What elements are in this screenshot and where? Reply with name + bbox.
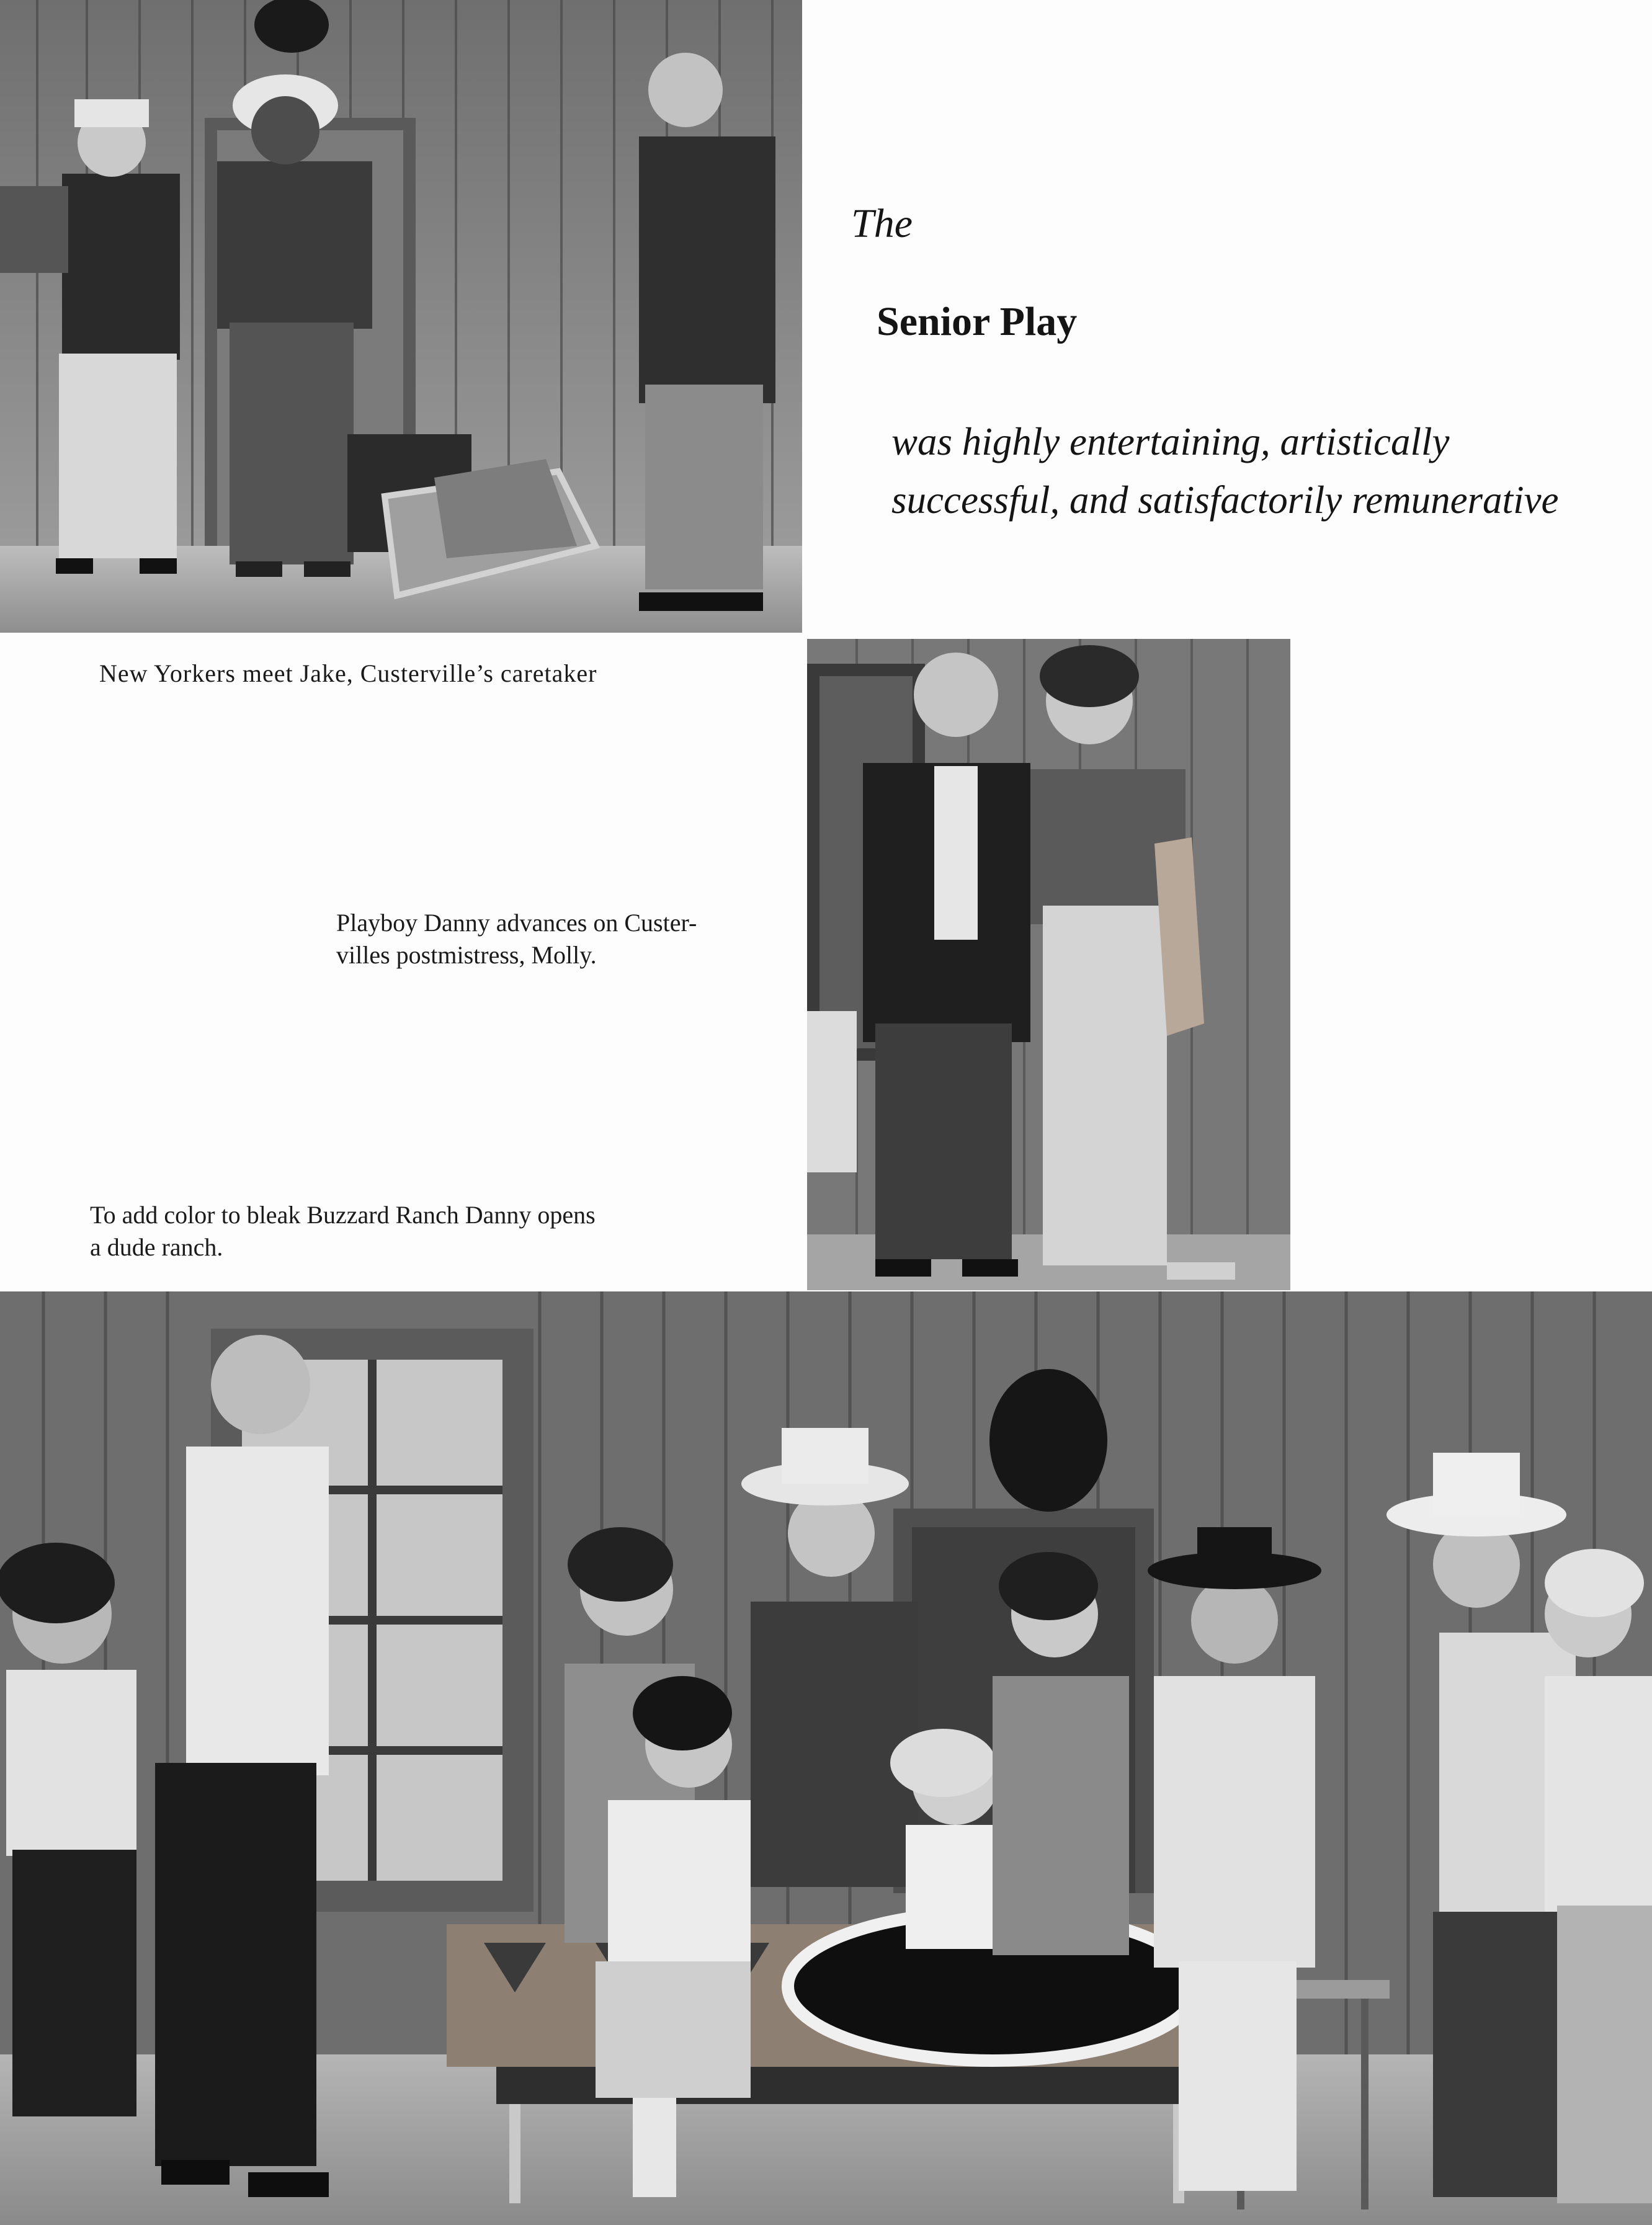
headline-the: The [851,201,913,246]
stage-scene-illustration [0,1291,1652,2225]
stage-scene-illustration [807,639,1290,1290]
page-title: Senior Play [877,299,1078,344]
caption-bottom-line-1: To add color to bleak Buzzard Ranch Danny opens [90,1201,596,1229]
photo-danny-and-molly [807,639,1290,1290]
caption-middle-line-2: villes postmistress, Molly. [336,941,597,969]
photo-dude-ranch-cast [0,1291,1652,2225]
caption-top-photo: New Yorkers meet Jake, Custerville’s caretaker [99,659,597,687]
caption-middle-photo [336,907,697,971]
photo-new-yorkers-meet-jake [0,0,802,633]
headline-subtitle [891,412,1559,529]
subtitle-line-1: was highly entertaining, artistically [891,420,1450,463]
caption-bottom-photo [90,1199,596,1264]
caption-bottom-line-2: a dude ranch. [90,1233,223,1261]
caption-middle-line-1: Playboy Danny advances on Custer- [336,909,697,937]
stage-scene-illustration [0,0,802,633]
subtitle-line-2: successful, and satisfactorily remunerative [891,478,1559,522]
